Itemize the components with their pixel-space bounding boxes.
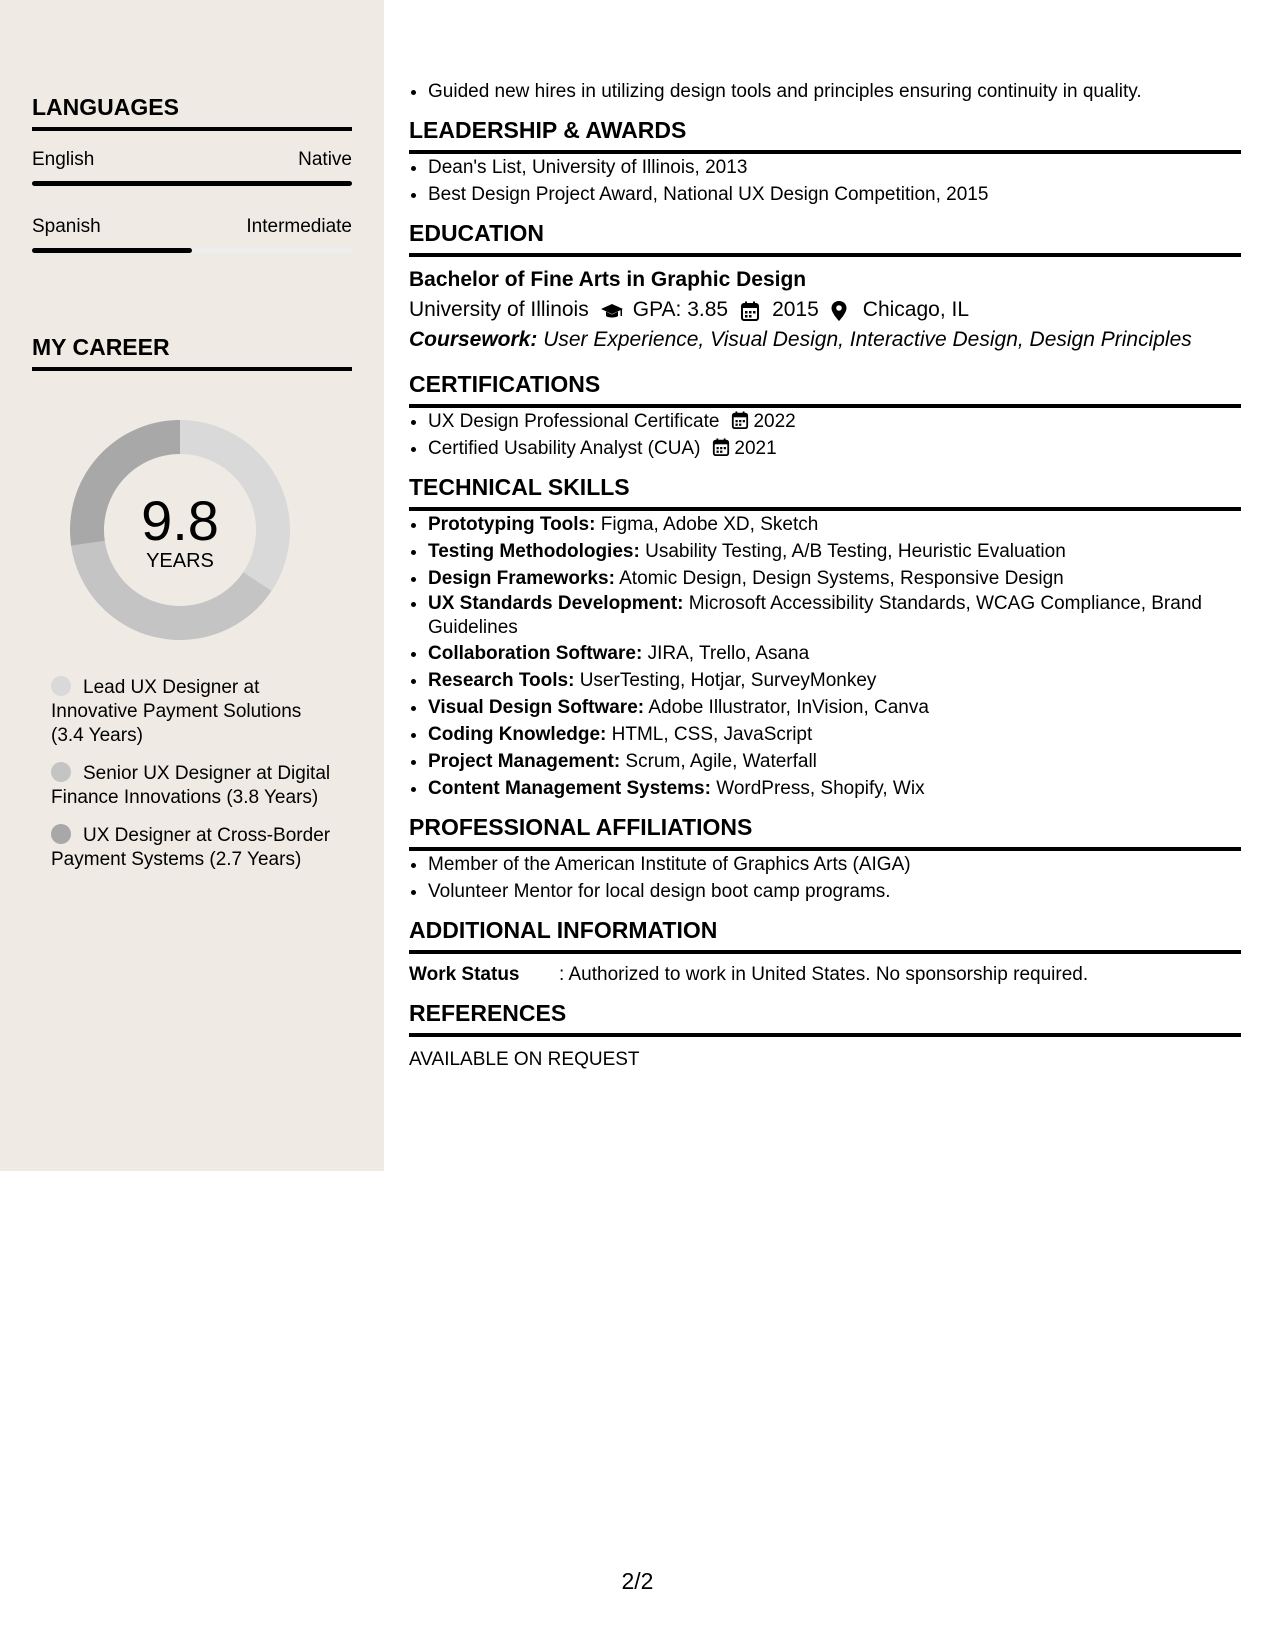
skill-value: Figma, Adobe XD, Sketch <box>595 514 819 535</box>
references-text: AVAILABLE ON REQUEST <box>409 1049 640 1070</box>
skill-value: Microsoft Accessibility Standards, WCAG Compliance, Brand Guidelines <box>428 593 1202 638</box>
language-proficiency-bar <box>32 181 352 186</box>
skill-label: Visual Design Software: <box>428 697 645 718</box>
skill-value: Usability Testing, A/B Testing, Heuristic Evaluation <box>639 541 1066 562</box>
skill-label: Coding Knowledge: <box>428 724 607 745</box>
career-heading: MY CAREER <box>32 334 352 371</box>
list-item <box>428 667 1241 694</box>
education-entry <box>409 265 1241 355</box>
language-name: Spanish <box>32 216 101 237</box>
list-item <box>428 511 1241 538</box>
coursework-label: Coursework: <box>409 328 538 351</box>
certification-name: Certified Usability Analyst (CUA) <box>428 438 701 459</box>
list-item: • Best Design Project Award, National UX Design Competition, 2015 <box>428 181 1241 208</box>
education-heading: EDUCATION <box>409 220 1241 257</box>
legend-dot <box>51 762 71 782</box>
list-item <box>428 435 1241 462</box>
certifications-section <box>409 371 1241 462</box>
skill-value: Atomic Design, Design Systems, Responsive Design <box>614 568 1064 589</box>
languages-heading: LANGUAGES <box>32 94 352 131</box>
school-name: University of Illinois <box>409 298 589 321</box>
certification-year: 2022 <box>753 411 796 432</box>
list-item <box>428 721 1241 748</box>
coursework-list: User Experience, Visual Design, Interactive Design, Design Principles <box>537 328 1192 351</box>
skill-value: HTML, CSS, JavaScript <box>606 724 813 745</box>
main-content <box>409 78 1241 1073</box>
graduation-year: 2015 <box>772 298 819 321</box>
language-level: Intermediate <box>246 216 352 237</box>
calendar-icon <box>740 300 762 320</box>
languages-section <box>32 94 352 253</box>
graduation-cap-icon <box>601 300 623 320</box>
work-status-row <box>409 962 1241 988</box>
calendar-icon <box>731 410 749 428</box>
language-item <box>32 149 352 186</box>
certifications-list <box>409 408 1241 462</box>
certification-name: UX Design Professional Certificate <box>428 411 720 432</box>
language-proficiency-fill <box>32 181 352 186</box>
coursework <box>409 325 1241 355</box>
work-status-value: : Authorized to work in United States. No sponsorship required. <box>559 964 1089 985</box>
education-section <box>409 220 1241 355</box>
skill-value: Scrum, Agile, Waterfall <box>620 751 817 772</box>
skill-value: Adobe Illustrator, InVision, Canva <box>644 697 929 718</box>
skill-label: Content Management Systems: <box>428 778 711 799</box>
list-item: • Member of the American Institute of Graphics Arts (AIGA) <box>428 851 1241 878</box>
career-legend-item <box>51 676 331 748</box>
skill-label: Testing Methodologies: <box>428 541 640 562</box>
leadership-list <box>409 154 1241 208</box>
skill-value: WordPress, Shopify, Wix <box>710 778 925 799</box>
language-proficiency-fill <box>32 248 192 253</box>
affiliations-heading: PROFESSIONAL AFFILIATIONS <box>409 814 1241 851</box>
map-pin-icon <box>831 300 853 320</box>
work-status-label: Work Status <box>409 964 520 985</box>
list-item <box>428 408 1241 435</box>
education-details <box>409 295 1241 325</box>
list-item: • Guided new hires in utilizing design tools and principles ensuring continuity in quality. <box>428 78 1241 105</box>
certifications-heading: CERTIFICATIONS <box>409 371 1241 408</box>
language-item <box>32 216 352 253</box>
list-item <box>428 565 1241 592</box>
language-level: Native <box>298 149 352 170</box>
calendar-icon <box>712 437 730 455</box>
additional-info-section <box>409 917 1241 988</box>
degree: Bachelor of Fine Arts in Graphic Design <box>409 268 807 291</box>
leadership-section <box>409 117 1241 208</box>
skill-label: Research Tools: <box>428 670 575 691</box>
list-item <box>428 640 1241 667</box>
language-proficiency-bar <box>32 248 352 253</box>
references-section <box>409 1000 1241 1073</box>
career-section <box>32 334 352 371</box>
skills-section <box>409 474 1241 802</box>
list-item: • Volunteer Mentor for local design boot camp programs. <box>428 878 1241 905</box>
career-role: UX Designer at Cross-Border Payment Systems (2.7 Years) <box>51 825 331 870</box>
skill-label: Prototyping Tools: <box>428 514 596 535</box>
location: Chicago, IL <box>862 298 970 321</box>
skill-value: UserTesting, Hotjar, SurveyMonkey <box>574 670 877 691</box>
legend-dot <box>51 676 71 696</box>
additional-info-heading: ADDITIONAL INFORMATION <box>409 917 1241 954</box>
skill-label: Project Management: <box>428 751 621 772</box>
language-name: English <box>32 149 95 170</box>
skill-label: Design Frameworks: <box>428 568 615 589</box>
references-heading: REFERENCES <box>409 1000 1241 1037</box>
career-donut-chart <box>66 416 294 644</box>
skills-list <box>409 511 1241 802</box>
list-item <box>428 748 1241 775</box>
certification-year: 2021 <box>734 438 777 459</box>
career-total-label: YEARS <box>146 550 214 572</box>
affiliations-list <box>409 851 1241 905</box>
list-item <box>428 592 1241 640</box>
career-role: Lead UX Designer at Innovative Payment Solutions (3.4 Years) <box>51 677 302 746</box>
career-total-years: 9.8 <box>141 489 219 552</box>
list-item <box>428 694 1241 721</box>
skills-heading: TECHNICAL SKILLS <box>409 474 1241 511</box>
affiliations-section <box>409 814 1241 905</box>
sidebar <box>0 0 384 1171</box>
skill-label: Collaboration Software: <box>428 643 643 664</box>
career-legend-item <box>51 824 331 872</box>
skill-value: JIRA, Trello, Asana <box>642 643 810 664</box>
experience-continued-list <box>409 78 1241 105</box>
list-item: • Dean's List, University of Illinois, 2013 <box>428 154 1241 181</box>
list-item <box>428 538 1241 565</box>
gpa: GPA: 3.85 <box>632 298 729 321</box>
skill-label: UX Standards Development: <box>428 593 684 614</box>
career-role: Senior UX Designer at Digital Finance Innovations (3.8 Years) <box>51 763 331 808</box>
list-item <box>428 775 1241 802</box>
career-legend-item <box>51 762 331 810</box>
leadership-heading: LEADERSHIP & AWARDS <box>409 117 1241 154</box>
career-legend <box>51 676 331 886</box>
page-number: 2/2 <box>621 1568 654 1594</box>
legend-dot <box>51 824 71 844</box>
